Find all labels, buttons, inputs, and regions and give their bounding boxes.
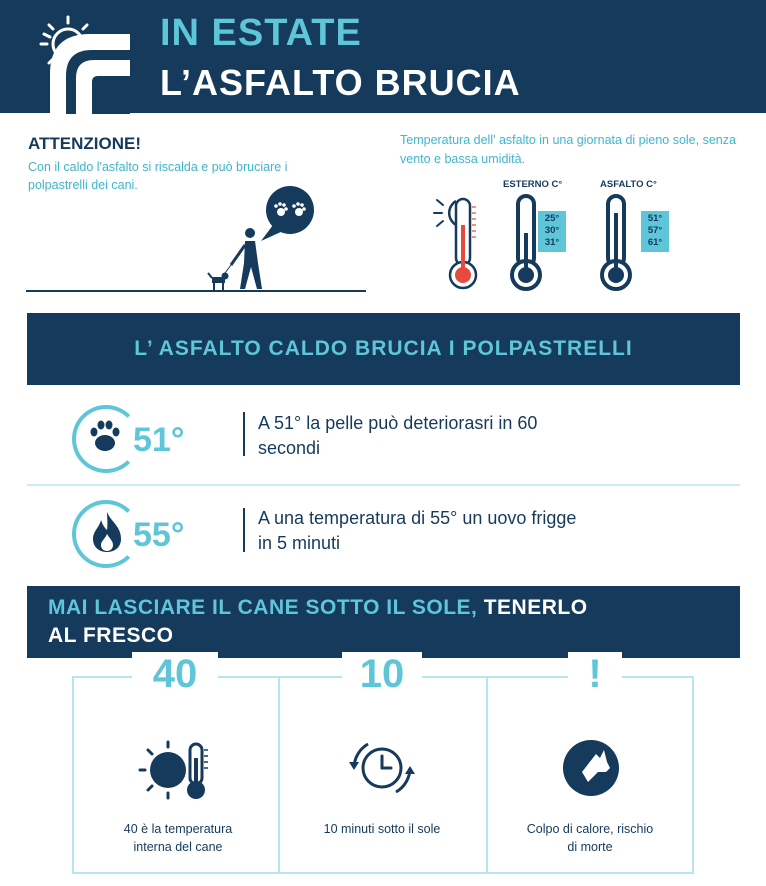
section-banner-1-text: L’ ASFALTO CALDO BRUCIA I POLPASTRELLI [134, 337, 633, 360]
banner-2-cyan-text: MAI LASCIARE IL CANE SOTTO IL SOLE, [48, 596, 478, 619]
banner-2-line-1 [48, 594, 738, 622]
card-caption [282, 820, 482, 838]
fact-text-line: in 5 minuti [258, 533, 341, 553]
external-value: 25° [544, 213, 560, 224]
card-divider [278, 676, 280, 874]
sun-road-icon [30, 14, 142, 114]
card-number: ! [568, 652, 622, 697]
fact-text-line: secondi [258, 438, 321, 458]
asphalt-value: 51° [647, 213, 663, 224]
warning-text: Con il caldo l'asfalto si riscalda e può bruciare i polpastrelli dei cani. [28, 160, 288, 192]
fact-text [258, 506, 576, 556]
ground-line [26, 290, 366, 292]
asphalt-temp-label: ASFALTO C° [600, 179, 657, 190]
title-line-2: L’ASFALTO BRUCIA [160, 62, 521, 103]
fact-divider [243, 412, 245, 456]
paw-icon [87, 418, 123, 454]
sun-thermometer-icon [430, 195, 482, 293]
sun-thermometer-icon [134, 738, 214, 806]
card-caption-line: interna del cane [133, 840, 223, 854]
asphalt-thermometer-icon [600, 193, 634, 293]
asphalt-value: 57° [647, 225, 663, 236]
card-caption-line: di morte [567, 840, 613, 854]
card-number: 10 [342, 652, 422, 697]
card-caption-line: Colpo di calore, rischio [526, 822, 654, 836]
person-walking-dog-icon [195, 185, 335, 295]
clock-icon [346, 738, 418, 798]
fact-temperature: 55° [133, 516, 185, 554]
asphalt-value: 61° [647, 237, 663, 248]
card-number: 40 [132, 652, 218, 697]
banner-2-white-text: TENERLO [483, 596, 588, 619]
title-line-1: IN ESTATE [160, 12, 362, 54]
asphalt-values [641, 211, 669, 252]
external-value: 30° [544, 225, 560, 236]
fact-text-line: A 51° la pelle può deteriorasri in 60 [258, 413, 538, 433]
fact-text [258, 411, 537, 461]
card-divider [486, 676, 488, 874]
external-temp-label: ESTERNO C° [503, 179, 563, 190]
dog-head-icon [560, 738, 622, 798]
warning-title: ATTENZIONE! [28, 134, 142, 153]
card-caption-line: 40 è la temperatura [123, 822, 233, 836]
external-values [538, 211, 566, 252]
card-caption [490, 820, 690, 856]
external-value: 31° [544, 237, 560, 248]
card-caption-line: 10 minuti sotto il sole [323, 822, 441, 836]
card-caption [80, 820, 276, 856]
fact-divider [243, 508, 245, 552]
temperature-intro: Temperatura dell' asfalto in una giornata di pieno sole, senza vento e bassa umidità. [400, 133, 736, 166]
fact-temperature: 51° [133, 421, 185, 459]
banner-2-line-2: AL FRESCO [48, 624, 174, 647]
fact-text-line: A una temperatura di 55° un uovo frigge [258, 508, 577, 528]
fact-separator [27, 484, 740, 486]
section-banner-2-text [48, 594, 738, 650]
flame-icon [90, 510, 124, 554]
